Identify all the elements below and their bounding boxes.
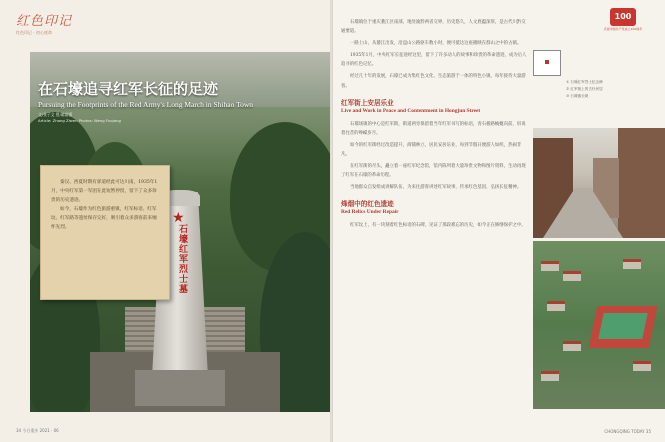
body-paragraph: 如今的红军街经过改造提升，商铺林立，居民安居乐业，每到节假日便游人如织，热闹非凡。 xyxy=(341,142,522,157)
left-page xyxy=(0,0,332,442)
section-heading: 烽烟中的红色遗迹 xyxy=(341,200,394,209)
photo-captions xyxy=(566,79,603,100)
article-title-en: Pursuing the Footprints of the Red Army's Long March in Shihao Town xyxy=(38,100,254,109)
house xyxy=(541,371,559,381)
masthead xyxy=(16,10,72,36)
main-text-column xyxy=(341,18,529,233)
caption-item: ③ 石壕镇全貌 xyxy=(566,94,589,98)
building xyxy=(618,128,665,238)
body-paragraph: 石壕镇位于重庆綦江区南部，地处渝黔两省交界，历史悠久，人文底蕴深厚，是古代川黔交通要道。 xyxy=(341,20,526,35)
map-pin-icon xyxy=(545,60,549,64)
body-paragraph: 当地群众自发组成讲解队伍，为来往游客讲述红军故事，传承红色基因，弘扬长征精神。 xyxy=(350,185,522,191)
section-heading-en: Red Relics Under Repair xyxy=(341,209,399,216)
house xyxy=(633,361,651,371)
intro-paragraph: 如今，石壕作为红色旅游重镇，红军标语、红军坟、红军路等遗址保存完好，吸引着众多游客前来缅怀先烈。 xyxy=(51,207,157,230)
article-credit-en: Article: Zhang Ziwen Photos: Weng Fuqiang xyxy=(38,118,121,123)
section-heading: 红军街上安居乐业 xyxy=(341,98,394,107)
house xyxy=(547,301,565,311)
house xyxy=(563,271,581,281)
monument-base xyxy=(135,370,225,406)
house xyxy=(623,259,641,269)
house xyxy=(563,341,581,351)
body-paragraph: 在红军街的尽头，矗立着一座红军纪念馆，馆内陈列着大量珍贵文物和图片资料，生动再现了红军在石壕的革命历程。 xyxy=(341,164,526,179)
article-credit: 文/张子文 图/翁富强 xyxy=(38,112,73,117)
page-folio-right: CHONGQING TODAY 35 xyxy=(604,429,651,434)
house xyxy=(541,261,559,271)
body-paragraph: 一路上山，从綦江出发，沿盘山公路驱车数小时，便可抵达这座掩映在群山之中的古镇。 xyxy=(350,41,522,47)
body-paragraph: 1935年1月，中央红军长征途经这里，留下了许多动人的故事和珍贵的革命遗迹，成为后人追寻的红色记忆。 xyxy=(341,53,527,68)
section-heading-en: Live and Work in Peace and Contentment in Hongjun Street xyxy=(341,107,481,114)
body-paragraph: 石壕场镇的中心是红军街，街道两旁保留着当年红军书写的标语，青石板路蜿蜒向前，诉说着往昔的峥嵘岁月。 xyxy=(341,121,526,136)
intro-paper-note xyxy=(40,165,170,300)
body-paragraph: 红军坟上，有一块刻着红色标语的石碑，见证了那段难忘的历史，如今正在修缮保护之中。 xyxy=(350,223,526,229)
page-folio-left: 34 今日重庆 2021 · 06 xyxy=(16,428,59,433)
intro-paragraph: 秦汉、西夏时期有驿道经此可达川南，1935年1月，中央红军第一军团在此短暂停留，留下了众多珍贵的历史遗迹。 xyxy=(51,180,158,203)
caption-item: ① 石壕红军烈士纪念碑 xyxy=(566,80,603,84)
centenary-logo: 100 xyxy=(610,8,636,26)
sports-court-field xyxy=(598,313,648,339)
body-paragraph: 经过几十年的发展，石壕已成为集红色文化、生态旅游于一体的特色小镇，每年接待大量游客。 xyxy=(341,74,526,89)
masthead-brand: 红色印记 xyxy=(16,14,73,29)
monument-inscription: 石壕红军烈士墓 xyxy=(177,224,187,294)
centenary-logo-caption: 庆祝中国共产党成立100周年 xyxy=(603,27,643,31)
location-map xyxy=(533,50,561,76)
caption-item: ② 红军街上的古朴民居 xyxy=(566,87,603,91)
masthead-subtitle: 红色印记 · 初心使命 xyxy=(16,30,52,35)
star-icon: ★ xyxy=(172,210,185,226)
article-title: 在石壕追寻红军长征的足迹 xyxy=(38,80,219,98)
street-photo xyxy=(533,128,665,238)
right-page xyxy=(332,0,665,442)
aerial-town-photo xyxy=(533,241,665,409)
